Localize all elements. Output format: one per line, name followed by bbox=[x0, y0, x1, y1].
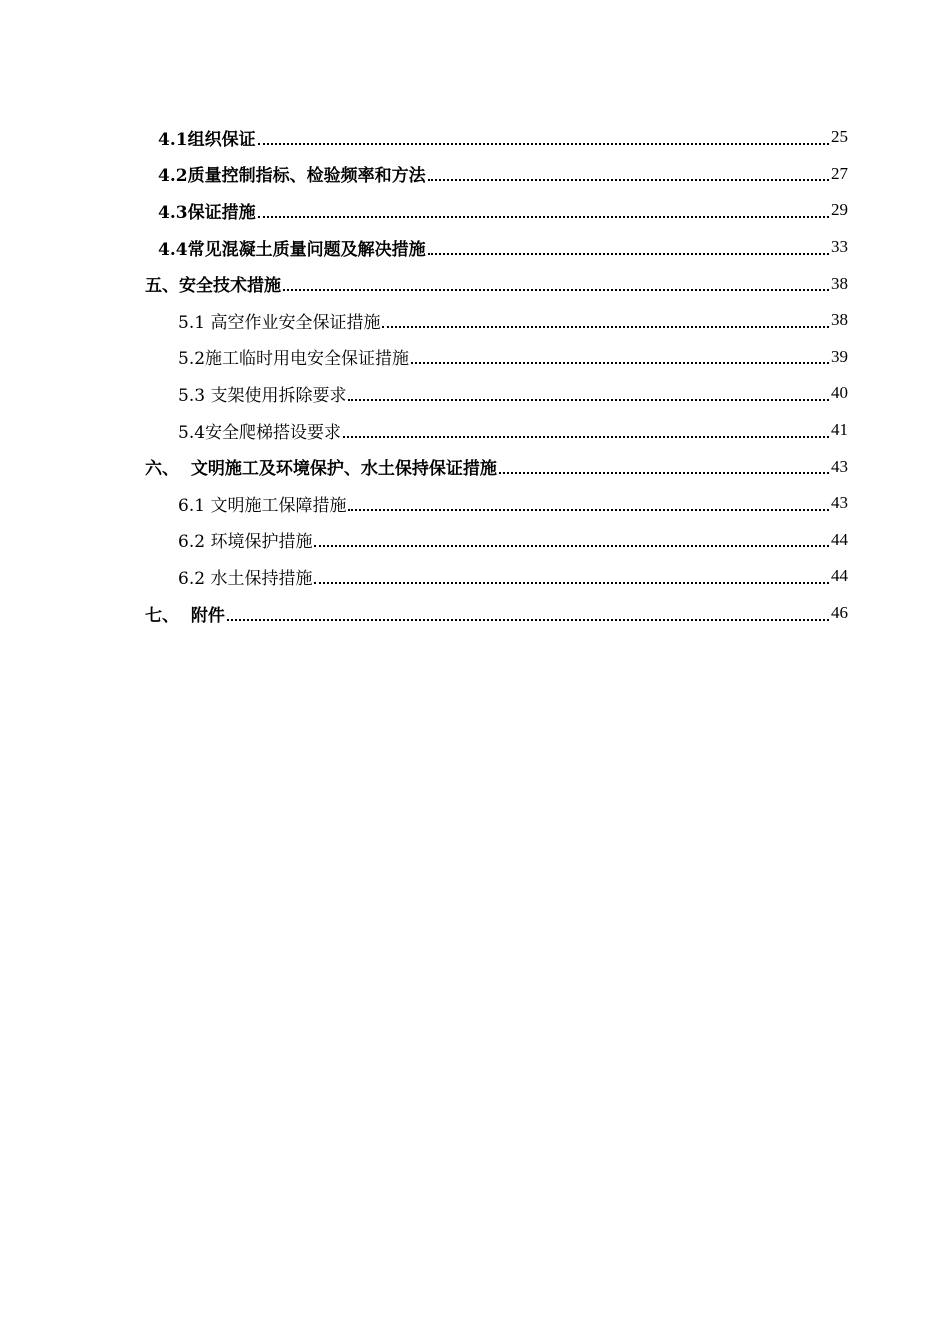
toc-leader-dots bbox=[499, 471, 829, 474]
toc-leader-dots bbox=[343, 435, 829, 438]
toc-entry-label: 6.2 水土保持措施 bbox=[178, 568, 313, 589]
toc-page-number: 27 bbox=[831, 163, 848, 183]
toc-entry-label: 6.2 环境保护措施 bbox=[178, 532, 313, 553]
toc-entry-6-1[interactable] bbox=[0, 485, 848, 522]
toc-leader-dots bbox=[411, 361, 829, 364]
toc-entry-chapter-5[interactable] bbox=[0, 265, 848, 302]
toc-entry-chapter-7[interactable] bbox=[0, 595, 848, 632]
toc-entry-6-2-soil-water[interactable] bbox=[0, 558, 848, 595]
toc-entry-5-3[interactable] bbox=[0, 375, 848, 412]
toc-page-number: 43 bbox=[831, 493, 848, 513]
toc-leader-dots bbox=[258, 142, 829, 145]
toc-leader-dots bbox=[382, 325, 829, 328]
toc-entry-label: 六、 文明施工及环境保护、水土保持保证措施 bbox=[145, 459, 497, 480]
toc-leader-dots bbox=[348, 398, 829, 401]
toc-page-number: 43 bbox=[831, 456, 848, 476]
toc-entry-label: 七、 附件 bbox=[145, 605, 225, 626]
toc-leader-dots bbox=[227, 618, 829, 621]
toc-leader-dots bbox=[314, 581, 829, 584]
toc-entry-4-2[interactable] bbox=[0, 156, 848, 193]
toc-leader-dots bbox=[314, 544, 829, 547]
toc-leader-dots bbox=[428, 178, 829, 181]
toc-entry-label: 5.1 高空作业安全保证措施 bbox=[178, 312, 381, 333]
table-of-contents bbox=[0, 119, 950, 631]
toc-entry-label: 5.4安全爬梯搭设要求 bbox=[178, 422, 342, 443]
toc-entry-label: 4.3保证措施 bbox=[158, 202, 256, 223]
toc-page-number: 46 bbox=[831, 603, 848, 623]
toc-page-number: 38 bbox=[831, 273, 848, 293]
toc-entry-5-4[interactable] bbox=[0, 412, 848, 449]
toc-page-number: 44 bbox=[831, 529, 848, 549]
toc-entry-4-1[interactable] bbox=[0, 119, 848, 156]
toc-page-number: 29 bbox=[831, 200, 848, 220]
toc-entry-6-2-environment[interactable] bbox=[0, 522, 848, 559]
toc-page-number: 44 bbox=[831, 566, 848, 586]
toc-leader-dots bbox=[428, 252, 829, 255]
toc-page-number: 33 bbox=[831, 237, 848, 257]
toc-entry-label: 4.2质量控制指标、检验频率和方法 bbox=[158, 166, 426, 187]
toc-entry-label: 6.1 文明施工保障措施 bbox=[178, 495, 347, 516]
toc-entry-5-2[interactable] bbox=[0, 339, 848, 376]
toc-leader-dots bbox=[283, 288, 829, 291]
toc-page-number: 38 bbox=[831, 310, 848, 330]
toc-entry-label: 5.2施工临时用电安全保证措施 bbox=[178, 349, 410, 370]
toc-entry-label: 五、安全技术措施 bbox=[145, 276, 281, 297]
toc-page-number: 39 bbox=[831, 346, 848, 366]
toc-leader-dots bbox=[258, 215, 829, 218]
toc-page-number: 25 bbox=[831, 127, 848, 147]
toc-entry-label: 4.4常见混凝土质量问题及解决措施 bbox=[158, 239, 426, 260]
toc-page-number: 41 bbox=[831, 420, 848, 440]
toc-entry-label: 4.1组织保证 bbox=[158, 129, 256, 150]
toc-entry-4-3[interactable] bbox=[0, 192, 848, 229]
toc-leader-dots bbox=[348, 508, 829, 511]
toc-entry-label: 5.3 支架使用拆除要求 bbox=[178, 385, 347, 406]
toc-entry-chapter-6[interactable] bbox=[0, 448, 848, 485]
toc-page-number: 40 bbox=[831, 383, 848, 403]
toc-entry-4-4[interactable] bbox=[0, 229, 848, 266]
toc-entry-5-1[interactable] bbox=[0, 302, 848, 339]
